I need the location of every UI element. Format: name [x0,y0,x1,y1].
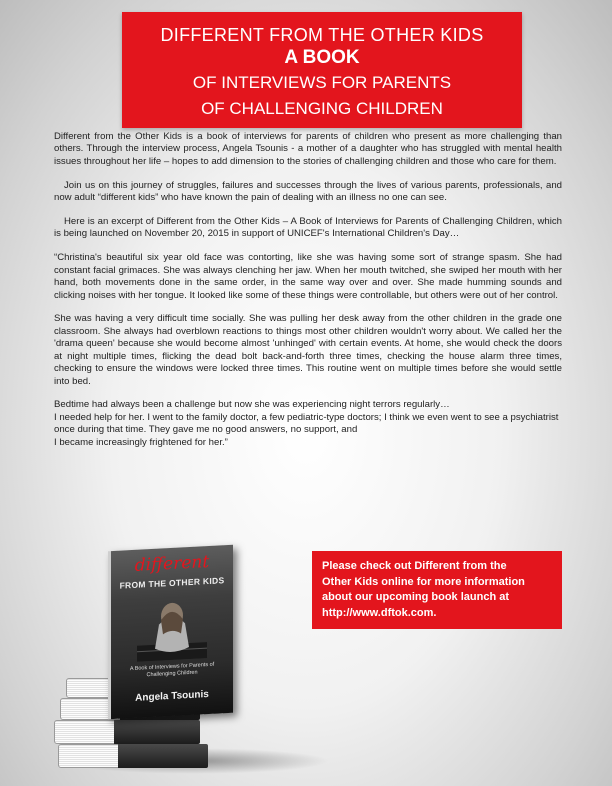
excerpt-paragraph-1: “Christina's beautiful six year old face was contorting, like she was having some sort of strange spasm. She had constant facial grimaces. She was always clenching her jaw. When her mouth twitched, she swiped her mouth with her hand, both movements done in the same order, in the same way over and over. She made humming sounds and clicking noises with her tongue. It looked like some of these things were controllable, but others were out of her control. [54,252,562,301]
excerpt-paragraph-2: She was having a very difficult time socially. She was pulling her desk away from the other children in the grade one classroom. She always had overblown reactions to things most other children wouldn't worry about. We called her the 'drama queen' because she would become almost 'unhinged' with certain events. At home, she would check the doors at night multiple times, flicking the dead bolt back-and-forth three times, checking the house alarm three times, checking to ensure the windows were locked three times. This routine went on multiple times before she would settle into bed. [54,313,562,387]
cover-title-caps: FROM THE OTHER KIDS [119,575,225,591]
excerpt-line-2: I needed help for her. I went to the family doctor, a few pediatric-type doctors; I think we even went to see a psychiatrist once during that time. They gave me no good answers, no support, and [54,411,559,436]
stacked-book-2 [54,720,200,744]
cta-link[interactable]: http://www.dftok.com. [322,606,437,619]
banner-line-2: A BOOK [284,47,360,68]
excerpt-intro-paragraph: Here is an excerpt of Different from the Other Kids – A Book of Interviews for Parents of Challenging Children, which is being launched on November 20, 2015 in support of UNICEF's International Children's Day… [54,216,562,240]
cover-subtitle: A Book of Interviews for Parents of Challenging Children [129,661,215,679]
banner-line-3: OF INTERVIEWS FOR PARENTS [192,73,452,92]
banner-line-4: OF CHALLENGING CHILDREN [201,99,443,118]
excerpt-line-1: Bedtime had always been a challenge but now she was experiencing night terrors regularly… [54,399,450,411]
excerpt-line-3: I became increasingly frightened for her.” [54,436,228,448]
book-cover [108,545,233,720]
title-banner [122,12,522,128]
body-text [54,131,562,449]
cta-box [312,551,562,629]
cover-author: Angela Tsounis [135,688,209,704]
stacked-book-1 [58,744,208,768]
girl-illustration [137,598,207,662]
excerpt-paragraph-3 [54,399,562,449]
journey-paragraph: Join us on this journey of struggles, failures and successes through the lives of various parents, professionals, and now adult “different kids” who have known the pain of dealing with an illness no one can see. [54,179,562,204]
book-image [50,548,330,786]
banner-line-1: DIFFERENT FROM THE OTHER KIDS [160,25,484,45]
cta-line-1: Please check out Different from the [322,560,507,572]
cover-title-script: different [134,551,210,576]
cta-line-2: Other Kids online for more information [322,575,525,588]
cta-line-3: about our upcoming book launch at [322,591,509,603]
intro-paragraph: Different from the Other Kids is a book of interviews for parents of children who present as more challenging than others. Through the interview process, Angela Tsounis - a mother of a daughter who has struggled with mental health issues throughout her life – hopes to add dimension to the stories of challenging children and those who care for them. [54,131,562,167]
